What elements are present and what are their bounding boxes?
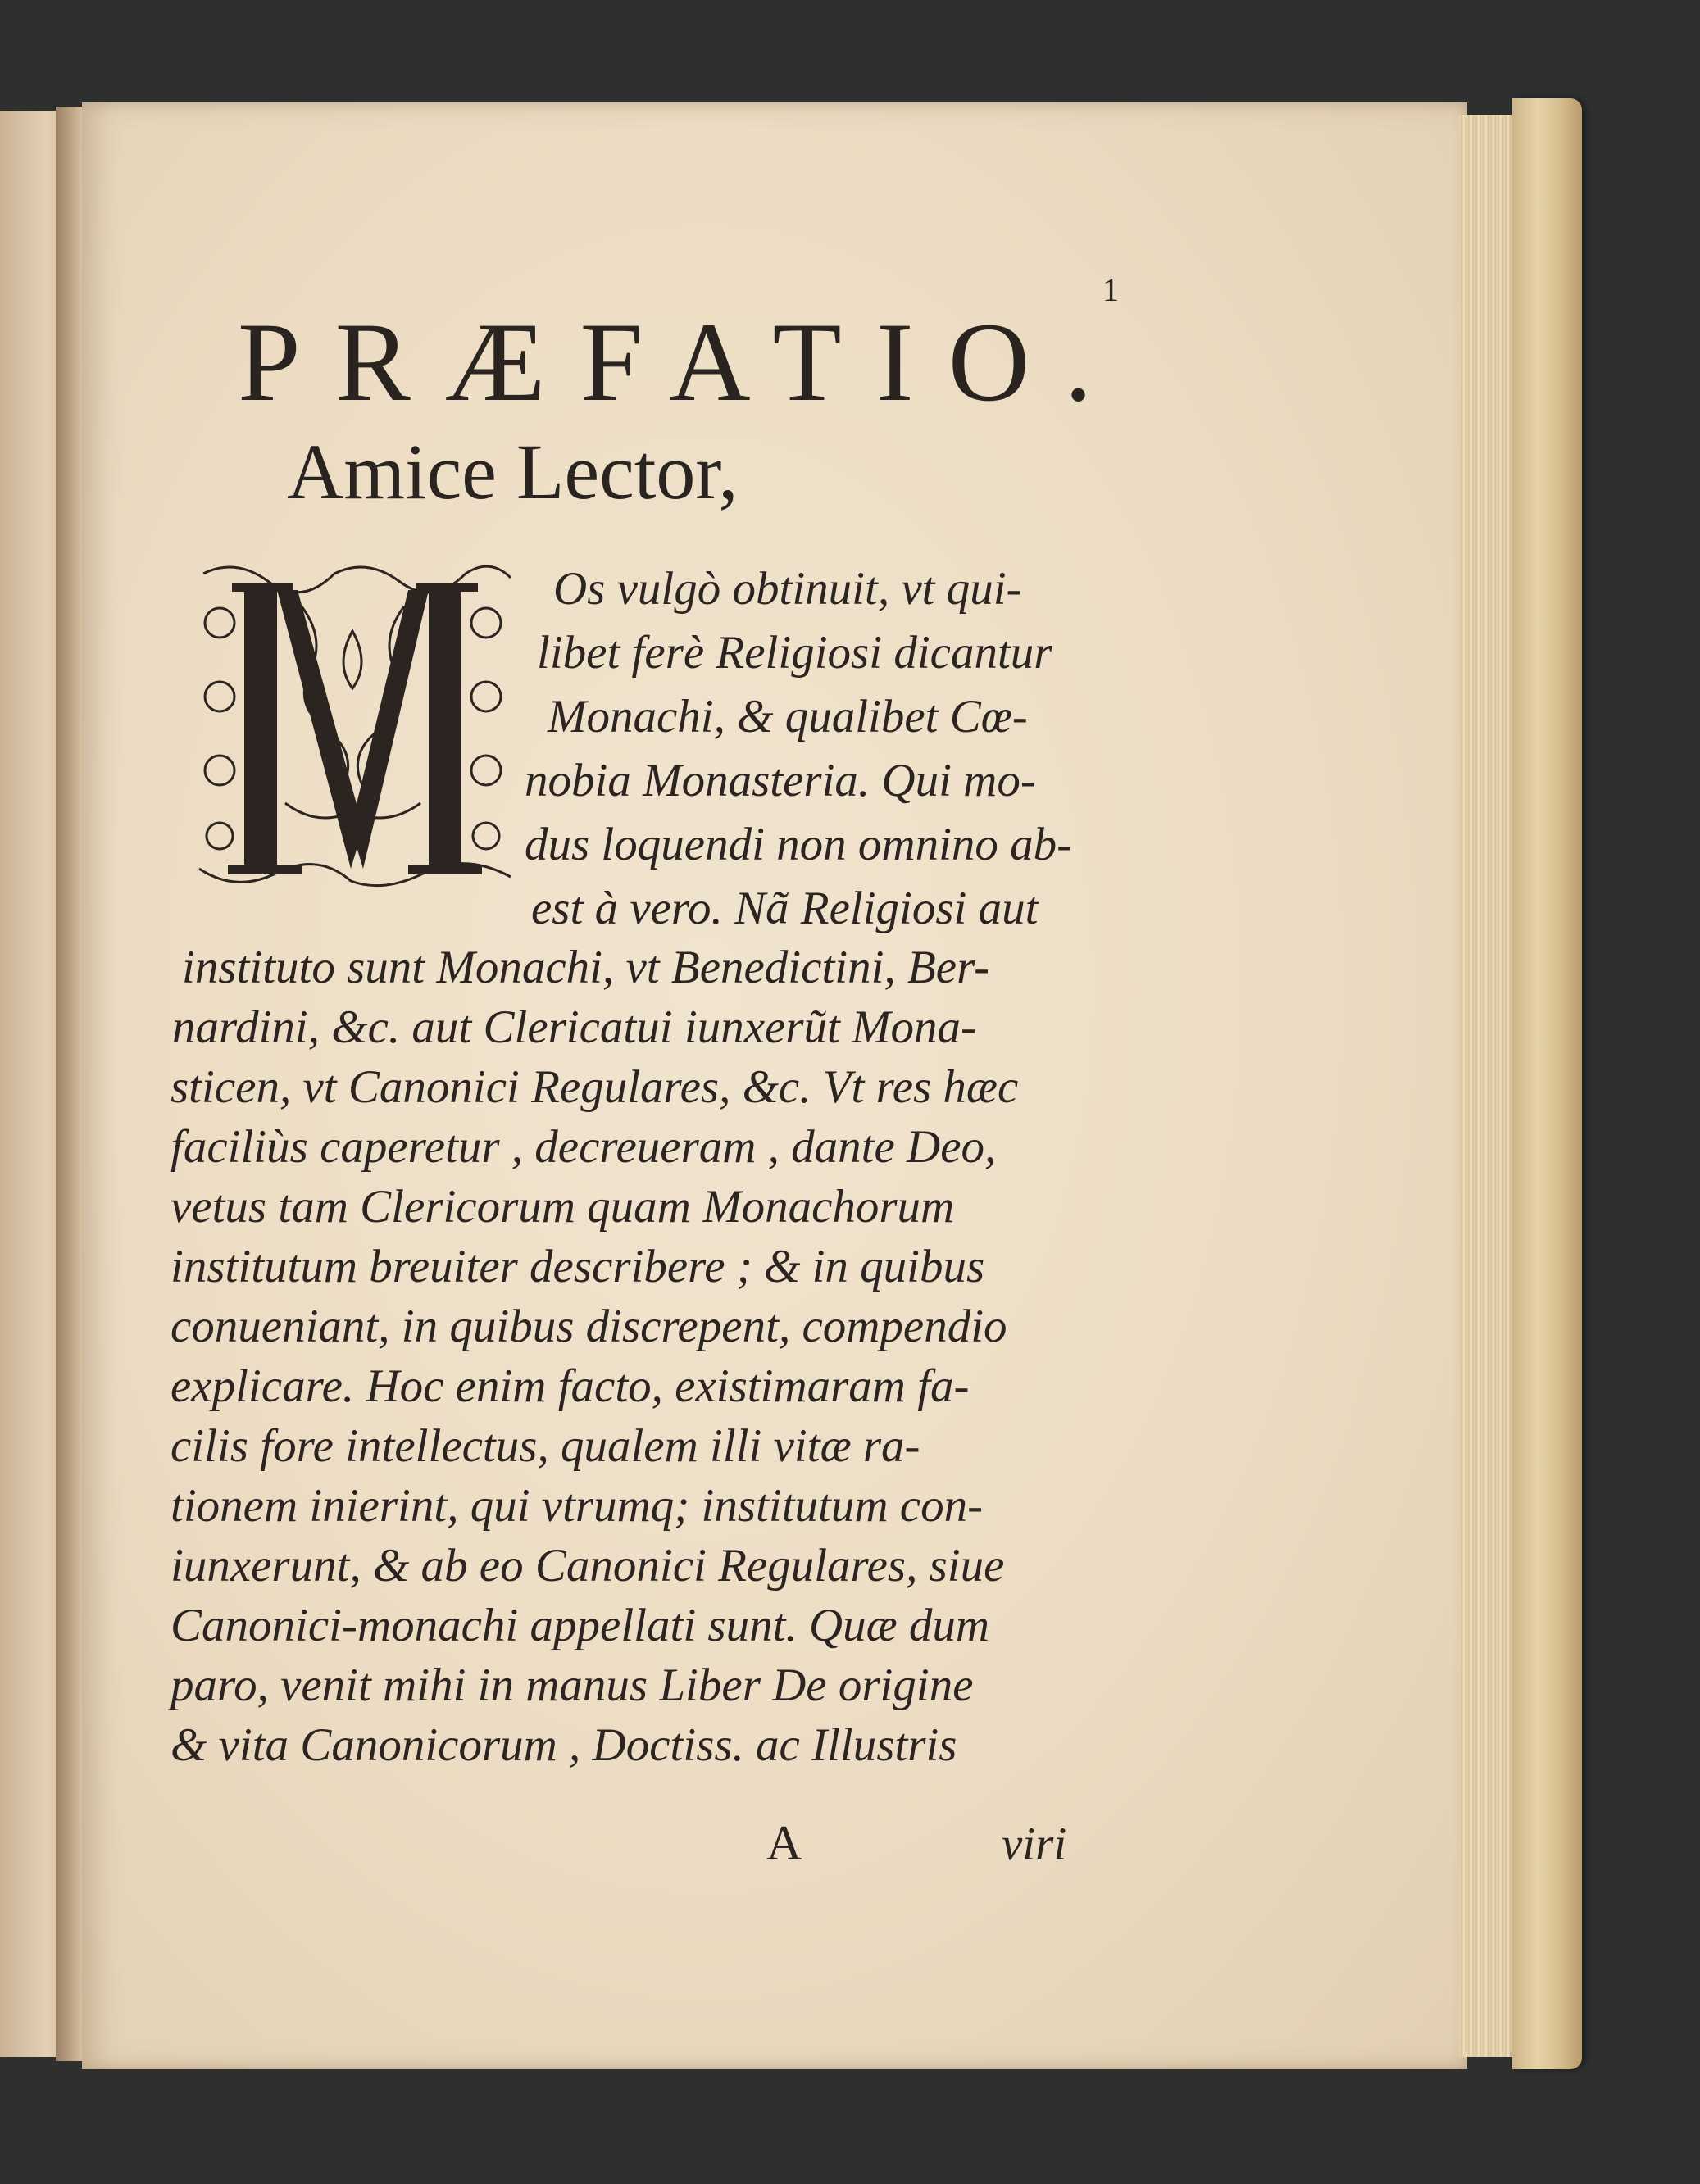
page-stack-edge [1459,115,1516,2057]
text-line-8: nardini, &c. aut Clericatui iunxerũt Mona- [172,1001,977,1053]
text-line-10: faciliùs caperetur , decreueram , dante Deo, [170,1121,997,1173]
text-line-3: Monachi, & qualibet Cœ- [548,691,1028,742]
text-line-13: conueniant, in quibus discrepent, compendio [170,1301,1007,1352]
text-line-1: Os vulgò obtinuit, vt qui- [553,563,1022,615]
text-line-20: & vita Canonicorum , Doctiss. ac Illustris [170,1719,957,1771]
text-line-12: institutum breuiter describere ; & in quibus [170,1241,985,1292]
text-line-5: dus loquendi non omnino ab- [525,819,1073,870]
text-line-7: instituto sunt Monachi, vt Benedictini, Ber- [182,942,990,993]
text-line-9: sticen, vt Canonici Regulares, &c. Vt res hæc [170,1061,1019,1113]
salutation: Amice Lector, [287,428,739,515]
text-line-15: cilis fore intellectus, qualem illi vitæ ra- [170,1420,920,1472]
text-line-6: est à vero. Nã Religiosi aut [531,883,1039,934]
text-line-14: explicare. Hoc enim facto, existimaram fa- [170,1360,970,1412]
page-title: PRÆFATIO. [238,299,1127,425]
page-number: 1 [1102,271,1119,308]
text-line-19: paro, venit mihi in manus Liber De origine [170,1660,974,1711]
text-line-17: iunxerunt, & ab eo Canonici Regulares, siue [170,1540,1005,1591]
signature-mark: A [766,1816,802,1870]
text-line-18: Canonici-monachi appellati sunt. Quæ dum [170,1600,990,1651]
catchword: viri [1002,1818,1067,1870]
text-line-16: tionem inierint, qui vtrumq; institutum con- [170,1480,984,1532]
text-line-11: vetus tam Clericorum quam Monachorum [170,1181,955,1233]
text-line-2: libet ferè Religiosi dicantur [537,627,1052,679]
decorated-initial-m [187,557,519,893]
book-cover-edge [1512,98,1582,2069]
text-line-4: nobia Monasteria. Qui mo- [525,755,1036,806]
